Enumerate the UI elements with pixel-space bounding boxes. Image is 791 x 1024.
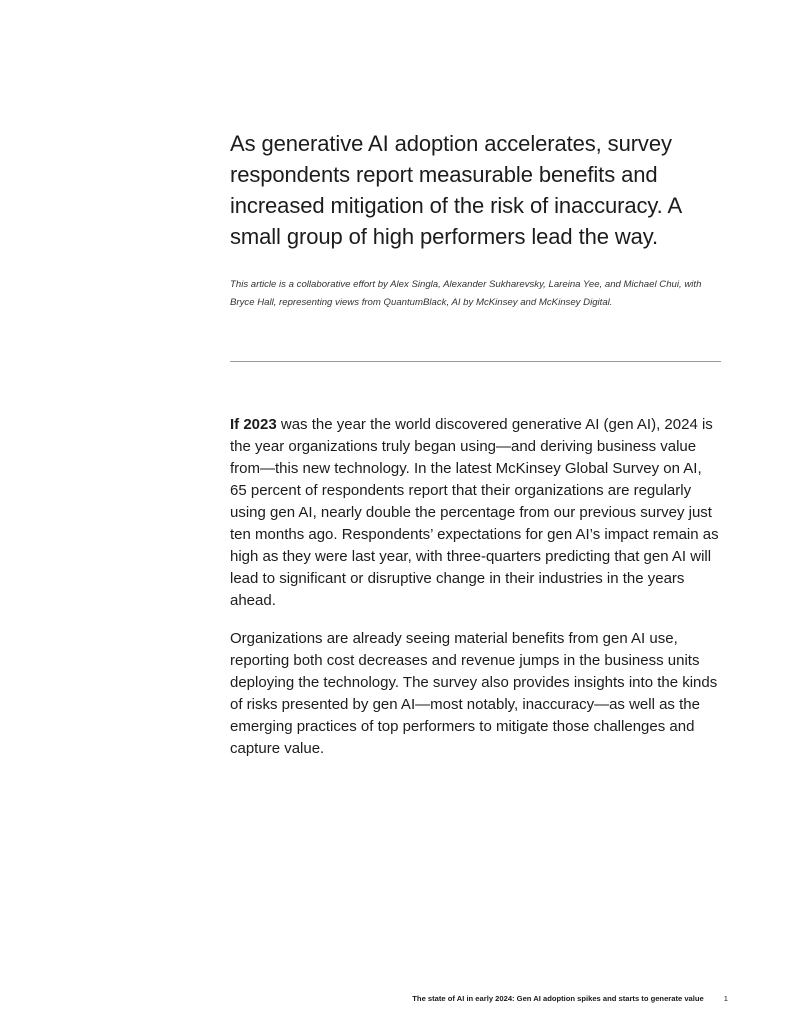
paragraph-1 (230, 414, 722, 612)
article-body (230, 414, 722, 776)
divider (230, 361, 721, 362)
footer-title: The state of AI in early 2024: Gen AI adoption spikes and starts to generate value (412, 994, 704, 1003)
page-footer (300, 994, 728, 1003)
paragraph-1-lead: If 2023 (230, 416, 277, 433)
page-number: 1 (723, 994, 728, 1003)
byline: This article is a collaborative effort by Alex Singla, Alexander Sukharevsky, Lareina Yee, and Michael Chui, with Bryce Hall, representing views from QuantumBlack, AI by McKinsey and McKinsey Digital. (230, 279, 702, 308)
paragraph-2: Organizations are already seeing material benefits from gen AI use, reporting both cost decreases and revenue jumps in the business units deploying the technology. The survey also provides insights into the kinds of risks presented by gen AI—most notably, inaccuracy—as well as the emerging practices of top performers to mitigate those challenges and capture value. (230, 630, 718, 757)
paragraph-1-text: was the year the world discovered generative AI (gen AI), 2024 is the year organizations truly began using—and deriving business value from—this new technology. In the latest McKinsey Global Survey on AI, 65 percent of respondents report that their organizations are regularly using gen AI, nearly double the percentage from our previous survey just ten months ago. Respondents’ expectations for gen AI’s impact remain as high as they were last year, with three-quarters predicting that gen AI will lead to significant or disruptive change in their industries in the years ahead. (230, 416, 719, 609)
headline: As generative AI adoption accelerates, survey respondents report measurable benefits and increased mitigation of the risk of inaccuracy. A small group of high performers lead the way. (230, 131, 681, 249)
